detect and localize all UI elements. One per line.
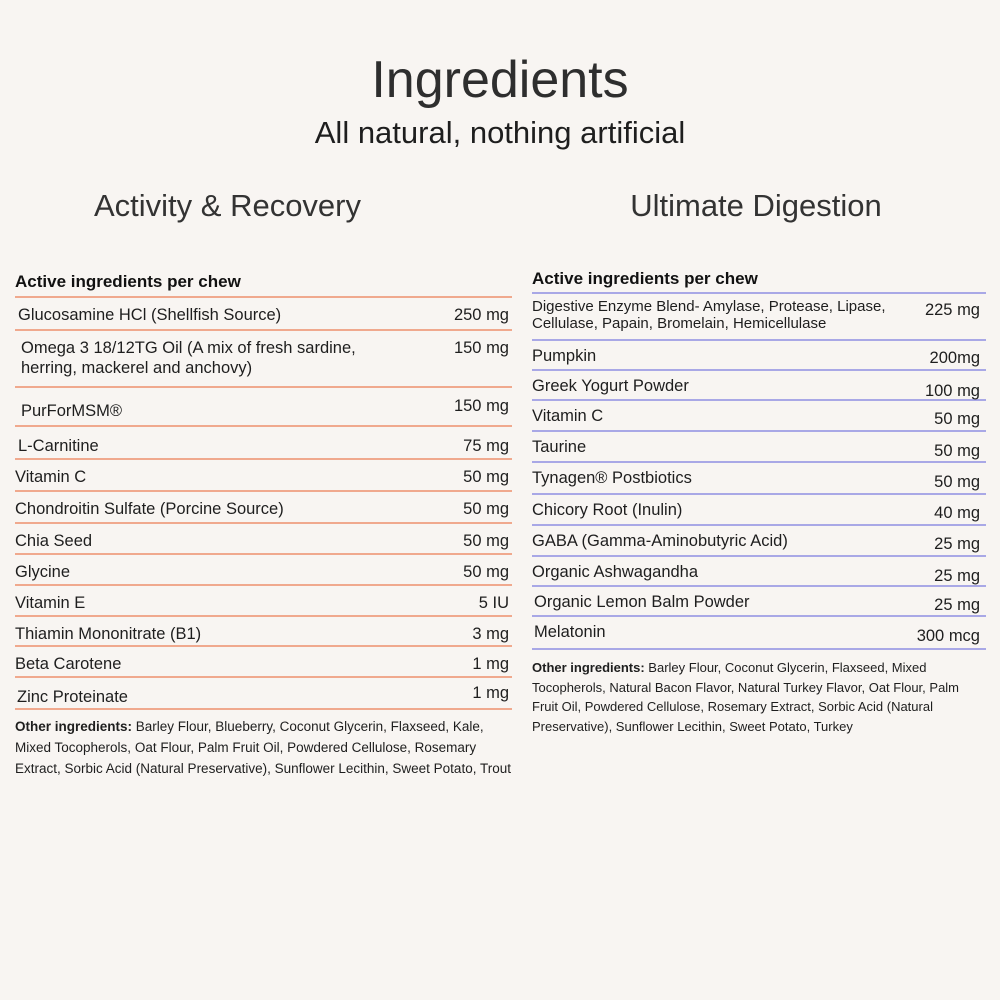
ultimate-digestion-title: Ultimate Digestion	[630, 188, 882, 223]
ingredient-name: Glucosamine HCl (Shellfish Source)	[18, 306, 282, 324]
ingredient-row	[532, 294, 986, 341]
ingredient-name: Chia Seed	[15, 532, 93, 550]
ingredient-amount: 50 mg	[463, 563, 509, 581]
ingredient-row	[15, 427, 512, 460]
ingredient-name: Greek Yogurt Powder	[532, 377, 689, 395]
ingredient-row	[15, 524, 512, 555]
ingredient-name: Vitamin E	[15, 594, 86, 612]
active-ingredients-heading: Active ingredients per chew	[15, 270, 512, 298]
ingredient-list	[532, 294, 986, 650]
ingredient-name: Vitamin C	[15, 468, 87, 486]
other-ingredients-label: Other ingredients:	[15, 719, 133, 734]
activity-recovery-title: Activity & Recovery	[93, 188, 361, 223]
ingredient-name: GABA (Gamma-Aminobutyric Acid)	[532, 532, 788, 550]
activity-recovery-panel	[15, 270, 512, 793]
ingredient-row	[15, 555, 512, 586]
ingredient-name: Vitamin C	[532, 407, 604, 425]
ingredient-name: Digestive Enzyme Blend- Amylase, Protease, Lipase, Cellulase, Papain, Bromelain, Hemicellulase	[532, 298, 886, 332]
ingredient-name: PurForMSM®	[21, 402, 123, 420]
ingredient-name: Chicory Root (Inulin)	[532, 501, 683, 519]
ingredient-row	[532, 401, 986, 432]
ingredient-row	[15, 492, 512, 524]
ingredient-name: Omega 3 18/12TG Oil (A mix of fresh sardine, herring, mackerel and anchovy)	[21, 339, 356, 377]
ingredient-amount: 50 mg	[934, 442, 980, 460]
page-title: Ingredients	[371, 51, 629, 109]
ingredient-amount: 75 mg	[463, 437, 509, 455]
ingredient-name: L-Carnitine	[18, 437, 99, 455]
ingredient-amount: 225 mg	[924, 301, 980, 319]
ingredient-row	[532, 526, 986, 557]
ingredient-row	[15, 460, 512, 492]
ingredient-name: Melatonin	[534, 623, 606, 641]
ingredient-amount: 40 mg	[934, 504, 980, 522]
ingredient-amount: 200mg	[929, 349, 980, 367]
other-ingredients-label: Other ingredients:	[532, 660, 645, 675]
ingredient-row	[532, 341, 986, 371]
ingredient-row	[532, 557, 986, 587]
ingredient-amount: 250 mg	[453, 306, 509, 324]
ingredient-amount: 25 mg	[934, 567, 980, 585]
ingredient-amount: 50 mg	[934, 410, 980, 428]
ingredient-row	[15, 647, 512, 678]
other-ingredients-text: Barley Flour, Blueberry, Coconut Glycerin, Flaxseed, Kale, Mixed Tocopherols, Oat Flour, Palm Fruit Oil, Powdered Cellulose, Rosemary Extract, Sorbic Acid (Natural Preservative), Sunflower Lecithin, Sweet Potato, Trout	[15, 719, 511, 776]
ingredient-row	[532, 463, 986, 495]
ingredient-list	[15, 298, 512, 710]
ingredient-amount: 300 mcg	[916, 627, 980, 645]
other-ingredients	[532, 658, 986, 736]
ingredient-name: Glycine	[15, 563, 71, 581]
ingredient-amount: 25 mg	[934, 596, 980, 614]
ingredient-name: Thiamin Mononitrate (B1)	[15, 625, 202, 643]
ingredient-name: Zinc Proteinate	[17, 688, 128, 706]
ingredient-row	[532, 495, 986, 526]
ingredient-amount: 50 mg	[934, 473, 980, 491]
ingredient-row	[15, 298, 512, 331]
ingredient-amount: 50 mg	[463, 500, 509, 518]
ingredient-amount: 150 mg	[453, 397, 509, 415]
active-ingredients-heading: Active ingredients per chew	[532, 267, 986, 294]
ingredient-name: Taurine	[532, 438, 587, 456]
ingredient-row	[532, 587, 986, 617]
ingredient-amount: 50 mg	[463, 532, 509, 550]
ultimate-digestion-panel	[532, 267, 986, 749]
page-subtitle: All natural, nothing artificial	[314, 115, 686, 150]
ingredient-row	[15, 617, 512, 647]
ingredient-amount: 1 mg	[472, 684, 509, 702]
ingredient-name: Chondroitin Sulfate (Porcine Source)	[15, 500, 284, 518]
ingredient-row	[532, 432, 986, 463]
ingredient-amount: 25 mg	[934, 535, 980, 553]
other-ingredients	[15, 716, 512, 779]
ingredient-row	[15, 678, 512, 710]
ingredient-row	[15, 388, 512, 427]
ingredient-amount: 50 mg	[463, 468, 509, 486]
ingredient-name: Beta Carotene	[15, 655, 122, 673]
ingredient-row	[15, 331, 512, 388]
ingredient-name: Pumpkin	[532, 347, 597, 365]
ingredient-row	[15, 586, 512, 617]
ingredient-row	[532, 617, 986, 650]
ingredient-amount: 1 mg	[472, 655, 509, 673]
ingredient-row	[532, 371, 986, 401]
ingredient-name: Organic Lemon Balm Powder	[534, 593, 750, 611]
ingredient-amount: 5 IU	[478, 594, 509, 612]
ingredient-amount: 3 mg	[472, 625, 509, 643]
ingredient-name: Tynagen® Postbiotics	[532, 469, 692, 487]
ingredient-amount: 100 mg	[924, 382, 980, 400]
ingredient-name: Organic Ashwagandha	[532, 563, 699, 581]
other-ingredients-text: Barley Flour, Coconut Glycerin, Flaxseed, Mixed Tocopherols, Natural Bacon Flavor, Natural Turkey Flavor, Oat Flour, Palm Fruit Oil, Powdered Cellulose, Rosemary Extract, Sorbic Acid (Natural Preservative), Sunflower Lecithin, Sweet Potato, Turkey	[532, 660, 960, 734]
ingredient-amount: 150 mg	[453, 339, 509, 357]
